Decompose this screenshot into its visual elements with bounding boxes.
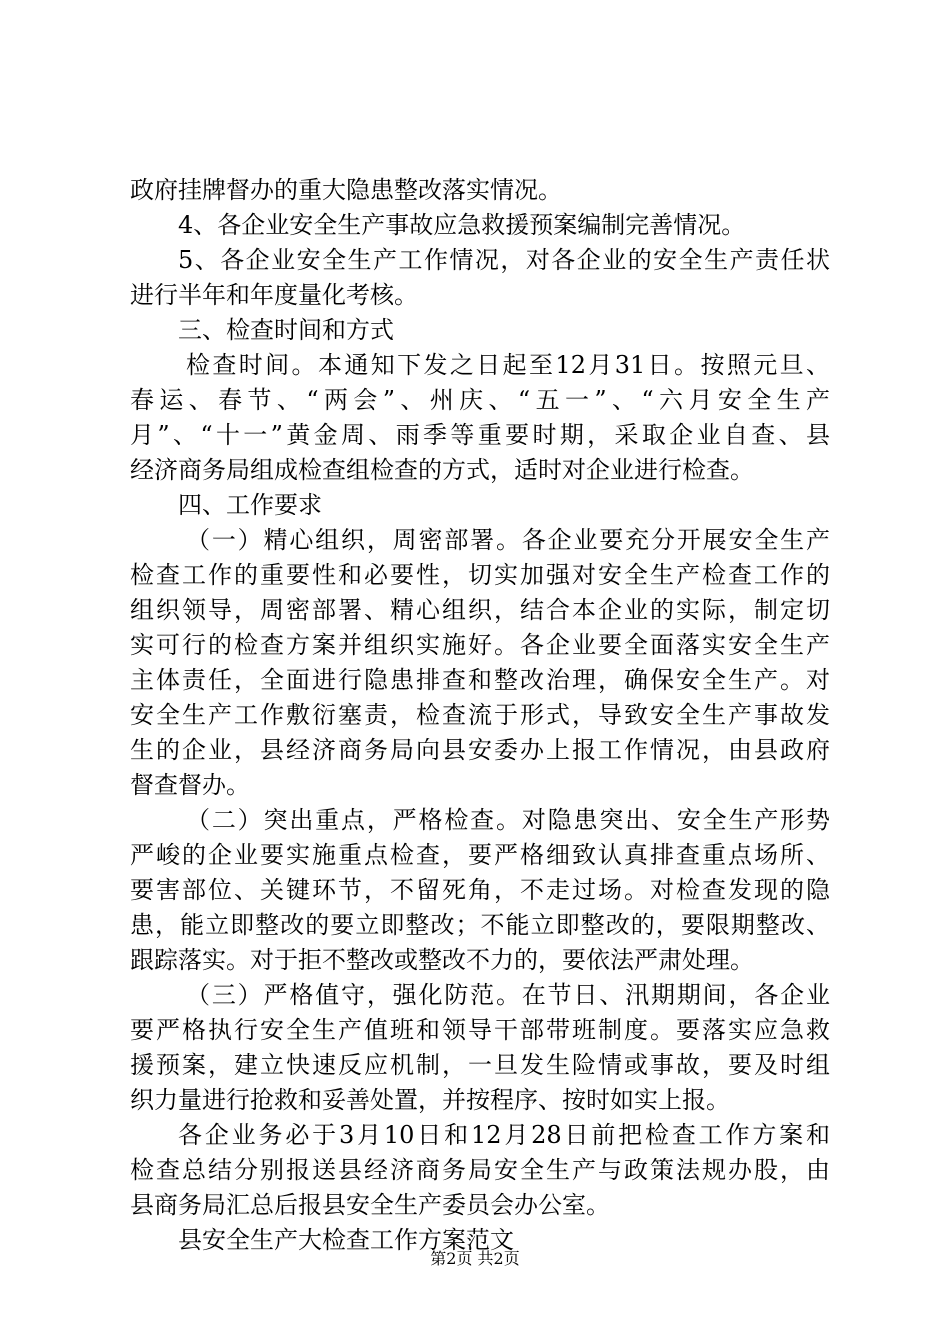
text-line: 进行半年和年度量化考核。 <box>130 281 418 309</box>
section-heading: 三、检查时间和方式 <box>178 316 394 344</box>
text-line: 检查总结分别报送县经济商务局安全生产与政策法规办股，由 <box>130 1156 830 1184</box>
text-line: 严峻的企业要实施重点检查，要严格细致认真排查重点场所、 <box>130 841 830 869</box>
text-line: 月”、“十一”黄金周、雨季等重要时期，采取企业自查、县 <box>130 421 830 449</box>
document-title-line: 县安全生产大检查工作方案范文 <box>178 1226 514 1254</box>
text-line: 安全生产工作敷衍塞责，检查流于形式，导致安全生产事故发 <box>130 701 830 729</box>
text-line: 经济商务局组成检查组检查的方式，适时对企业进行检查。 <box>130 456 754 484</box>
text-line: 织力量进行抢救和妥善处置，并按程序、按时如实上报。 <box>130 1086 730 1114</box>
text-line: （三）严格值守，强化防范。在节日、汛期期间，各企业 <box>186 981 830 1009</box>
text-line: 4、各企业安全生产事故应急救援预案编制完善情况。 <box>178 211 746 239</box>
text-line: 各企业务必于3月10日和12月28日前把检查工作方案和 <box>178 1121 830 1149</box>
text-line: （二）突出重点，严格检查。对隐患突出、安全生产形势 <box>186 806 830 834</box>
text-line: 5、各企业安全生产工作情况，对各企业的安全生产责任状 <box>178 246 830 274</box>
text-line: 实可行的检查方案并组织实施好。各企业要全面落实安全生产 <box>130 631 830 659</box>
page-footer: 第2页 共2页 <box>430 1249 520 1268</box>
text-line: 援预案，建立快速反应机制，一旦发生险情或事故，要及时组 <box>130 1051 830 1079</box>
text-line: 检查时间。本通知下发之日起至12月31日。按照元旦、 <box>186 351 830 379</box>
text-line: 政府挂牌督办的重大隐患整改落实情况。 <box>130 176 562 204</box>
text-line: 春运、春节、“两会”、州庆、“五一”、“六月安全生产 <box>130 386 830 414</box>
text-line: 主体责任，全面进行隐患排查和整改治理，确保安全生产。对 <box>130 666 830 694</box>
text-line: 县商务局汇总后报县安全生产委员会办公室。 <box>130 1191 610 1219</box>
text-line: （一）精心组织，周密部署。各企业要充分开展安全生产 <box>186 526 830 554</box>
section-heading: 四、工作要求 <box>178 491 322 519</box>
text-line: 患，能立即整改的要立即整改；不能立即整改的，要限期整改、 <box>130 911 830 939</box>
text-line: 督查督办。 <box>130 771 250 799</box>
text-line: 跟踪落实。对于拒不整改或整改不力的，要依法严肃处理。 <box>130 946 754 974</box>
text-line: 组织领导，周密部署、精心组织，结合本企业的实际，制定切 <box>130 596 830 624</box>
text-line: 要严格执行安全生产值班和领导干部带班制度。要落实应急救 <box>130 1016 830 1044</box>
text-line: 检查工作的重要性和必要性，切实加强对安全生产检查工作的 <box>130 561 830 589</box>
text-line: 要害部位、关键环节，不留死角，不走过场。对检查发现的隐 <box>130 876 830 904</box>
text-line: 生的企业，县经济商务局向县安委办上报工作情况，由县政府 <box>130 736 830 764</box>
